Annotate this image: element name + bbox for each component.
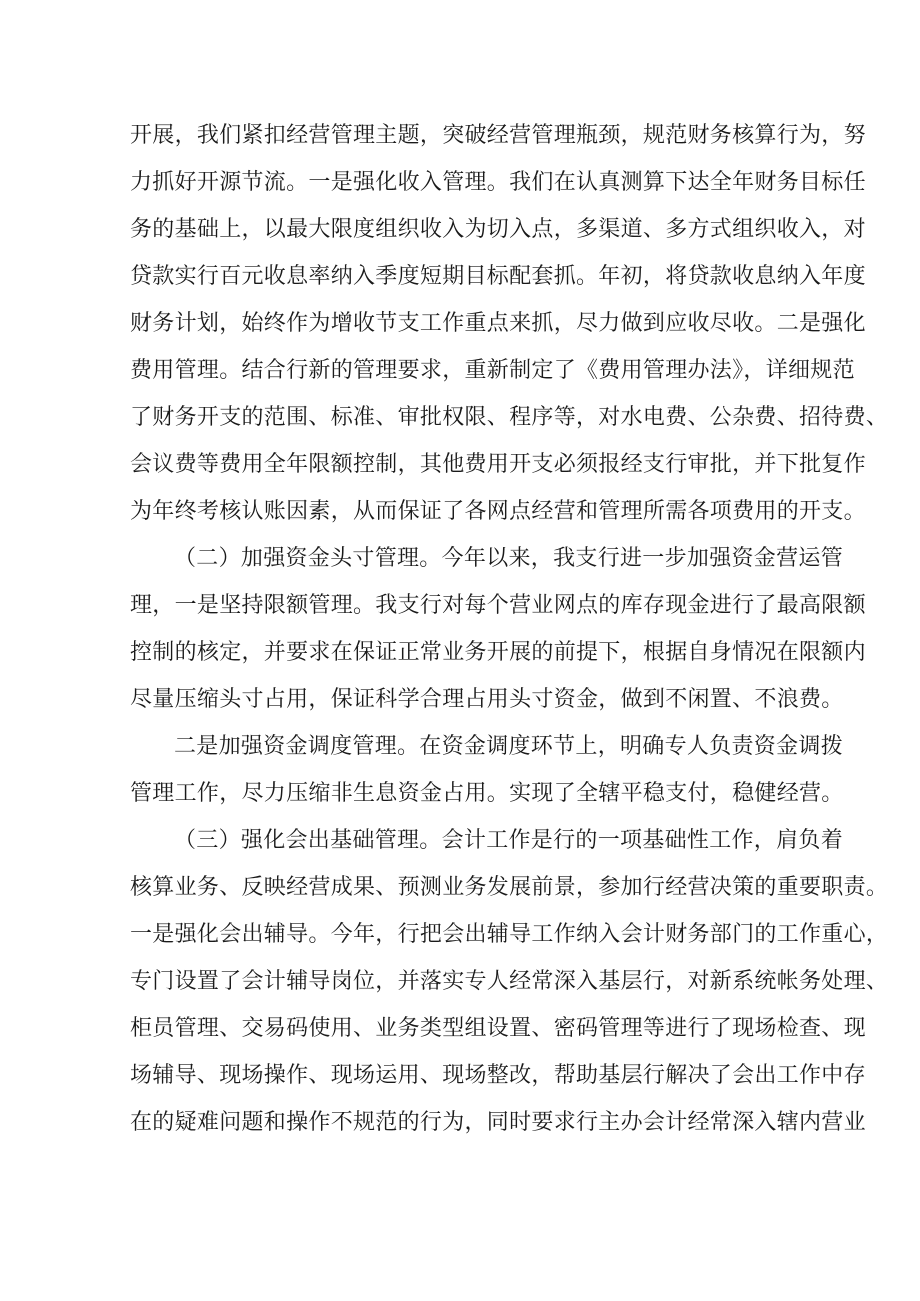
paragraph-1-line-8: 会议费等费用全年限额控制，其他费用开支必须报经支行审批，并下批复作 bbox=[130, 452, 866, 477]
paragraph-4-line-2: 核算业务、反映经营成果、预测业务发展前景，参加行经营决策的重要职责。 bbox=[130, 875, 889, 900]
paragraph-1-line-9: 为年终考核认账因素，从而保证了各网点经营和管理所需各项费用的开支。 bbox=[130, 499, 866, 524]
paragraph-4-line-4: 专门设置了会计辅导岗位，并落实专人经常深入基层行，对新系统帐务处理、 bbox=[130, 969, 889, 994]
paragraph-2-line-1: （二）加强资金头寸管理。今年以来，我支行进一步加强资金营运管 bbox=[174, 546, 844, 571]
paragraph-3-line-2: 管理工作，尽力压缩非生息资金占用。实现了全辖平稳支付，稳健经营。 bbox=[130, 781, 844, 806]
paragraph-1-line-2: 力抓好开源节流。一是强化收入管理。我们在认真测算下达全年财务目标任 bbox=[130, 170, 866, 195]
paragraph-4-line-3: 一是强化会出辅导。今年，行把会出辅导工作纳入会计财务部门的工作重心， bbox=[130, 922, 889, 947]
paragraph-1-line-4: 贷款实行百元收息率纳入季度短期目标配套抓。年初，将贷款收息纳入年度 bbox=[130, 264, 866, 289]
paragraph-3-line-1: 二是加强资金调度管理。在资金调度环节上，明确专人负责资金调拨 bbox=[174, 734, 844, 759]
paragraph-4-line-5: 柜员管理、交易码使用、业务类型组设置、密码管理等进行了现场检查、现 bbox=[130, 1016, 866, 1041]
paragraph-4-line-7: 在的疑难问题和操作不规范的行为，同时要求行主办会计经常深入辖内营业 bbox=[130, 1110, 866, 1135]
paragraph-4-line-1: （三）强化会出基础管理。会计工作是行的一项基础性工作，肩负着 bbox=[174, 828, 844, 853]
paragraph-1-line-3: 务的基础上，以最大限度组织收入为切入点，多渠道、多方式组织收入，对 bbox=[130, 217, 866, 242]
paragraph-1-line-1: 开展，我们紧扣经营管理主题，突破经营管理瓶颈，规范财务核算行为，努 bbox=[130, 123, 866, 148]
paragraph-2-line-4: 尽量压缩头寸占用，保证科学合理占用头寸资金，做到不闲置、不浪费。 bbox=[130, 687, 844, 712]
paragraph-1-line-5: 财务计划，始终作为增收节支工作重点来抓，尽力做到应收尽收。二是强化 bbox=[130, 311, 866, 336]
paragraph-2-line-3: 控制的核定，并要求在保证正常业务开展的前提下，根据自身情况在限额内 bbox=[130, 640, 866, 665]
paragraph-1-line-7: 了财务开支的范围、标准、审批权限、程序等，对水电费、公杂费、招待费、 bbox=[130, 405, 889, 430]
paragraph-2-line-2: 理，一是坚持限额管理。我支行对每个营业网点的库存现金进行了最高限额 bbox=[130, 593, 866, 618]
paragraph-4-line-6: 场辅导、现场操作、现场运用、现场整改，帮助基层行解决了会出工作中存 bbox=[130, 1063, 866, 1088]
paragraph-1-line-6: 费用管理。结合行新的管理要求，重新制定了《费用管理办法》，详细规范 bbox=[130, 358, 855, 383]
